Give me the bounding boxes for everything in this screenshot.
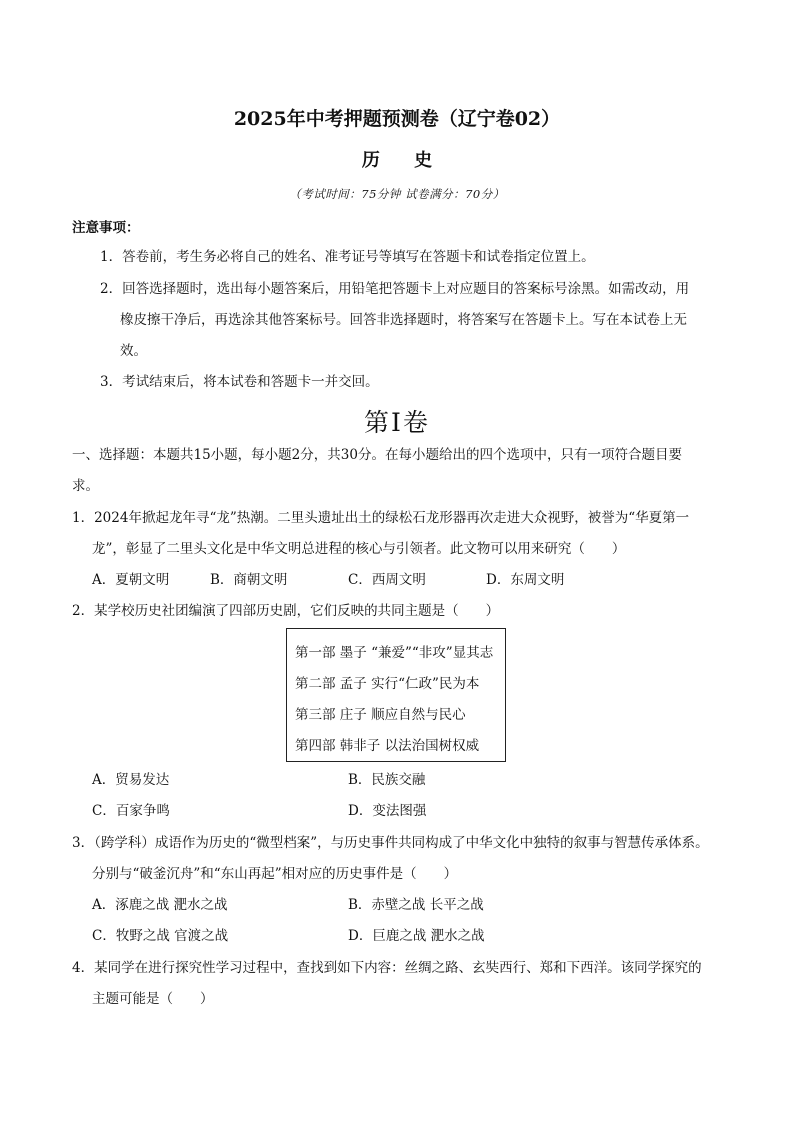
- notice-item-2: 2．回答选择题时，选出每小题答案后，用铅笔把答题卡上对应题目的答案标号涂黑。如需改动，用: [100, 281, 690, 297]
- q2-option-d[interactable]: D．变法图强: [348, 803, 427, 819]
- question-4-stem-cont: 主题可能是（ ）: [92, 991, 214, 1007]
- subject-title: 历 史: [361, 150, 447, 171]
- question-1-stem-cont: 龙”，彰显了二里头文化是中华文明总进程的核心与引领者。此文物可以用来研究（ ）: [92, 541, 626, 557]
- q1-option-a[interactable]: A．夏朝文明: [92, 572, 170, 588]
- q2-option-b[interactable]: B．民族交融: [348, 772, 426, 788]
- q3-option-c[interactable]: C．牧野之战 官渡之战: [92, 928, 229, 944]
- notice-item-2-cont: 橡皮擦干净后，再选涂其他答案标号。回答非选择题时，将答案写在答题卡上。写在本试卷上无: [120, 312, 687, 328]
- notice-item-1: 1．答卷前，考生务必将自己的姓名、准考证号等填写在答题卡和试卷指定位置上。: [100, 249, 595, 265]
- q1-option-b[interactable]: B．商朝文明: [210, 572, 288, 588]
- notice-item-2-end: 效。: [120, 343, 147, 359]
- section-heading-cont: 求。: [72, 478, 99, 494]
- question-2-stem: 2．某学校历史社团编演了四部历史剧，它们反映的共同主题是（ ）: [72, 603, 500, 619]
- exam-title: 2025年中考押题预测卷（辽宁卷02）: [233, 108, 561, 130]
- drama-list-box: [286, 628, 506, 762]
- q2-option-a[interactable]: A．贸易发达: [92, 772, 170, 788]
- q3-option-d[interactable]: D．巨鹿之战 淝水之战: [348, 928, 485, 944]
- drama-item-1: 第一部 墨子 “兼爱”“非攻”显其志: [295, 645, 494, 661]
- drama-item-4: 第四部 韩非子 以法治国树权威: [295, 738, 480, 754]
- part-title: 第Ⅰ卷: [364, 408, 430, 437]
- notice-title: 注意事项：: [72, 220, 140, 236]
- question-4-stem: 4．某同学在进行探究性学习过程中，查找到如下内容：丝绸之路、玄奘西行、郑和下西洋。该同学探究的: [72, 960, 702, 976]
- q3-option-b[interactable]: B．赤壁之战 长平之战: [348, 897, 484, 913]
- question-3-stem-cont: 分别与“破釜沉舟”和“东山再起”相对应的历史事件是（ ）: [92, 866, 458, 882]
- question-3-stem: 3．（跨学科）成语作为历史的“微型档案”，与历史事件共同构成了中华文化中独特的叙事与智慧传承体系。: [72, 835, 709, 851]
- drama-item-3: 第三部 庄子 顺应自然与民心: [295, 707, 466, 723]
- notice-item-3: 3．考试结束后，将本试卷和答题卡一并交回。: [100, 374, 379, 390]
- question-1-stem: 1．2024年掀起龙年寻“龙”热潮。二里头遗址出土的绿松石龙形器再次走进大众视野，被誉为“华夏第一: [72, 510, 690, 526]
- q1-option-c[interactable]: C．西周文明: [348, 572, 426, 588]
- section-heading: 一、选择题：本题共15小题，每小题2分，共30分。在每小题给出的四个选项中，只有一项符合题目要: [72, 447, 682, 463]
- q1-option-d[interactable]: D．东周文明: [486, 572, 565, 588]
- drama-item-2: 第二部 孟子 实行“仁政”民为本: [295, 676, 480, 692]
- q2-option-c[interactable]: C．百家争鸣: [92, 803, 170, 819]
- exam-info: （考试时间：75分钟 试卷满分：70分）: [289, 187, 505, 201]
- q3-option-a[interactable]: A．涿鹿之战 淝水之战: [92, 897, 228, 913]
